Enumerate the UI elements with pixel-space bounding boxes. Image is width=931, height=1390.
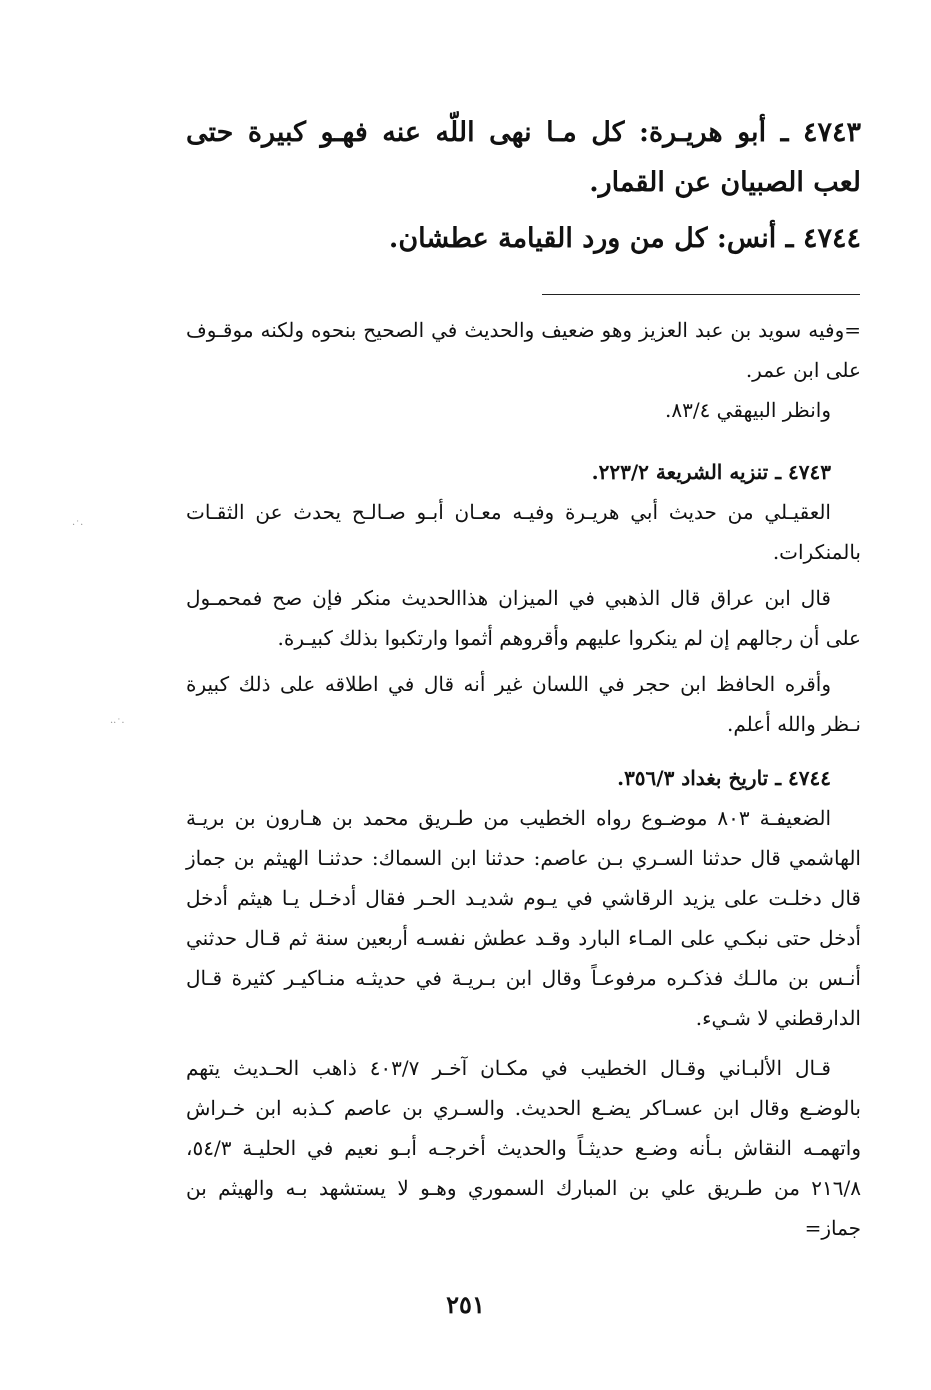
footnote-reference: وانظر البيهقي ٨٣/٤.	[665, 398, 831, 422]
page-number: ٢٥١	[446, 1290, 485, 1319]
footnote-paragraph: الضعيفـة ٨٠٣ موضـوع رواه الخطيب من طـريق محمد بن هـارون بن بريـة الهاشمي قال حدثنا السـري بـن عاصم: حدثنا ابن السماك: حدثنـا الهيثم بن جماز قال دخلـت على يزيد الرقاشي في يـوم شديـد الحـر فقال أدخـل يـا هيثم أدخل أدخل حتى نبكـي على المـاء البارد وقـد عطش نفسـه أربعين سنة ثم قـال حدثني أنـس بن مالـك فذكـره مرفوعـاً وقال ابن بـريـة في حديثـه منـاكيـر كثيرة قـال الدارقطني لا شـيء.	[186, 806, 861, 1030]
scan-speck: ··˙·	[110, 718, 125, 729]
entry-4743: ٤٧٤٣ ـ أبو هريـرة: كل مـا نهى اللّه عنه فهـو كبيرة حتى لعب الصبيان عن القمار.	[186, 117, 862, 198]
entry-number: ٤٧٤٣	[803, 117, 862, 148]
footnote-continuation: =وفيه سويد بن عبد العزيز وهو ضعيف والحديث في الصحيح بنحوه ولكنه موقـوف على ابن عمر.	[186, 318, 861, 382]
footnote-divider	[542, 294, 860, 295]
entry-text: كل من ورد القيامة عطشان.	[388, 223, 708, 254]
footnote-heading-4744: ٤٧٤٤ ـ تاريخ بغداد ٣٥٦/٣.	[617, 766, 831, 790]
footnote-paragraph: قـال الألبـاني وقـال الخطيب في مكـان آخـر ٤٠٣/٧ ذاهب الحـديث يتهم بالوضـع وقال ابن عسـاكر يضـع الحديث. والسـري بن عاصم كـذبه ابن خـراش واتهمـه النقاش بـأنه وضـع حديثـاً والحديث أخرجـه أبـو نعيم في الحليـة ٥٤/٣، ٢١٦/٨ من طـريق علي بن المبارك السموري وهـو لا يستشهد بـه والهيثم بن جماز=	[186, 1056, 861, 1240]
entry-4744: ٤٧٤٤ ـ أنس: كل من ورد القيامة عطشان.	[388, 223, 861, 254]
footnote-paragraph: العقيـلي من حديث أبي هريـرة وفيـه معـان أبـو صـالـح يحدث عن الثقـات بالمنكرات.	[186, 500, 861, 564]
scan-speck: ·˙·	[72, 520, 84, 531]
footnote-paragraph: قال ابن عراق قال الذهبي في الميزان هذاالحديث منكر فإن صح فمحمـول على أن رجالهم إن لم ينكروا عليهم وأقروهم أثموا وارتكبوا بذلك كبيـرة.	[186, 586, 861, 650]
entry-narrator: أبو هريـرة	[649, 117, 767, 148]
entry-text: كل مـا نهى اللّه عنه فهـو كبيرة حتى لعب الصبيان عن القمار.	[186, 117, 861, 198]
main-text	[186, 108, 861, 264]
entry-narrator: أنس	[726, 223, 777, 254]
footnote-paragraph: وأقره الحافظ ابن حجر في اللسان غير أنه قال في اطلاقه على ذلك كبيرة نـظر والله أعلم.	[186, 672, 861, 736]
footnotes	[186, 310, 861, 1248]
footnote-heading-4743: ٤٧٤٣ ـ تنزيه الشريعة ٢٢٣/٢.	[591, 460, 831, 484]
entry-number: ٤٧٤٤	[802, 223, 861, 254]
